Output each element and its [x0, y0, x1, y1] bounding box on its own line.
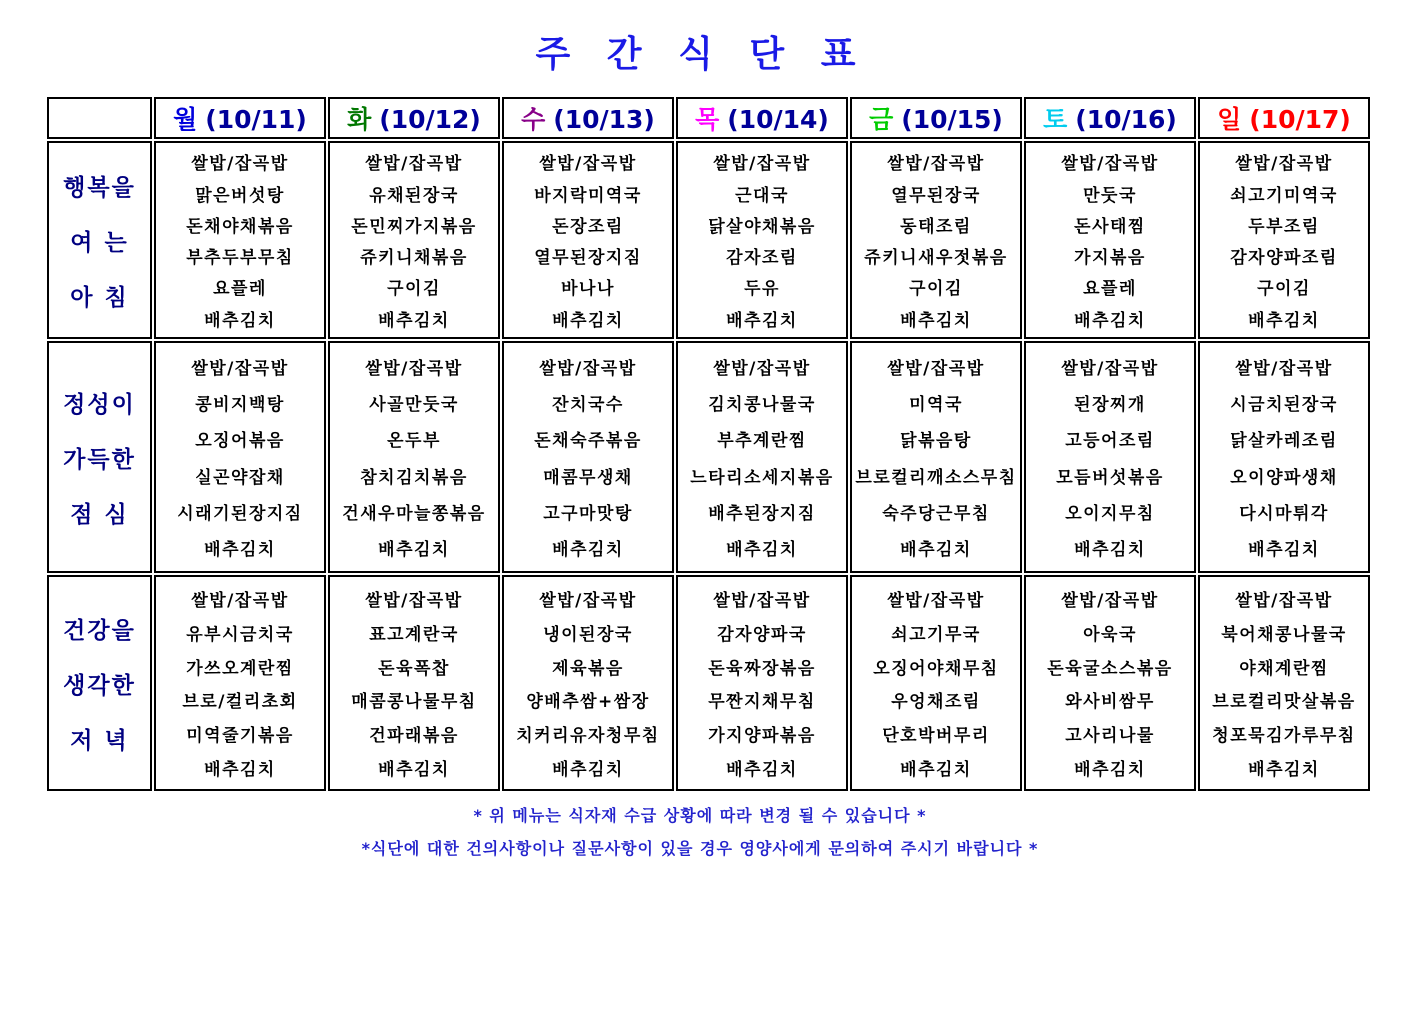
menu-item: 청포묵김가루무침 [1212, 726, 1356, 747]
menu-cell-dinner-sun [1198, 575, 1370, 791]
menu-cell-lunch-tue [328, 341, 500, 573]
menu-item: 배추김치 [1248, 310, 1320, 331]
menu-item: 요플레 [213, 279, 267, 300]
menu-cell-dinner-wed [502, 575, 674, 791]
menu-item: 실곤약잡채 [195, 467, 285, 488]
menu-item: 건파래볶음 [369, 726, 459, 747]
menu-item: 된장찌개 [1074, 395, 1146, 416]
menu-cell-dinner-sat [1024, 575, 1196, 791]
menu-cell-lunch-mon [154, 341, 326, 573]
menu-item: 쌀밥/잡곡밥 [1235, 359, 1333, 380]
day-date: (10/15) [901, 105, 1003, 134]
meal-label-line: 건강을 [63, 617, 136, 644]
day-date: (10/12) [379, 105, 481, 134]
menu-item: 쌀밥/잡곡밥 [1061, 590, 1159, 611]
menu-item: 단호박버무리 [882, 726, 990, 747]
day-header-thu [676, 97, 848, 139]
menu-cell-breakfast-sat [1024, 141, 1196, 339]
day-header-tue [328, 97, 500, 139]
day-header-sun [1198, 97, 1370, 139]
menu-item: 근대국 [735, 185, 789, 206]
menu-item: 쌀밥/잡곡밥 [365, 154, 463, 175]
menu-item: 와사비쌈무 [1065, 692, 1155, 713]
menu-item: 쌀밥/잡곡밥 [887, 590, 985, 611]
footer-note-1: * 위 메뉴는 식자재 수급 상황에 따라 변경 될 수 있습니다 * [473, 806, 927, 825]
menu-item: 쌀밥/잡곡밥 [539, 359, 637, 380]
menu-item: 냉이된장국 [543, 624, 633, 645]
menu-item: 쌀밥/잡곡밥 [1235, 154, 1333, 175]
menu-item: 닭볶음탕 [900, 431, 972, 452]
menu-item: 감자양파조림 [1230, 248, 1338, 269]
menu-item: 돈육폭찹 [378, 658, 450, 679]
menu-item: 참치김치볶음 [360, 467, 468, 488]
menu-item: 두유 [744, 279, 780, 300]
menu-item: 고등어조림 [1065, 431, 1155, 452]
menu-item: 쌀밥/잡곡밥 [1061, 154, 1159, 175]
dinner-row [47, 575, 1370, 791]
menu-item: 오징어볶음 [195, 431, 285, 452]
menu-item: 구이김 [1257, 279, 1311, 300]
menu-item: 배추김치 [552, 760, 624, 781]
menu-item: 배추김치 [1074, 539, 1146, 560]
menu-cell-dinner-tue [328, 575, 500, 791]
day-name: 화 [347, 105, 372, 134]
menu-cell-lunch-sat [1024, 341, 1196, 573]
menu-item: 다시마튀각 [1239, 503, 1329, 524]
menu-item: 배추김치 [1248, 760, 1320, 781]
menu-item: 쇠고기미역국 [1230, 185, 1338, 206]
menu-item: 배추김치 [726, 760, 798, 781]
menu-item: 돈채야채볶음 [186, 216, 294, 237]
menu-item: 브로컬리깨소스무침 [855, 467, 1017, 488]
day-header-sat [1024, 97, 1196, 139]
menu-item: 배추김치 [900, 310, 972, 331]
meal-label-breakfast [47, 141, 152, 339]
day-name: 금 [869, 105, 894, 134]
menu-item: 가쓰오계란찜 [186, 658, 294, 679]
menu-item: 배추김치 [552, 539, 624, 560]
day-header-wed [502, 97, 674, 139]
menu-item: 바나나 [561, 279, 615, 300]
menu-item: 만둣국 [1083, 185, 1137, 206]
meal-label-lunch [47, 341, 152, 573]
meal-label-line: 정성이 [63, 391, 136, 418]
menu-item: 구이김 [909, 279, 963, 300]
menu-cell-breakfast-fri [850, 141, 1022, 339]
page-title: 주 간 식 단 표 [535, 34, 868, 75]
menu-item: 부추계란찜 [717, 431, 807, 452]
menu-item: 브로컬리맛살볶음 [1212, 692, 1356, 713]
menu-cell-dinner-fri [850, 575, 1022, 791]
menu-item: 감자조림 [726, 248, 798, 269]
menu-item: 가지양파볶음 [708, 726, 816, 747]
menu-item: 돈장조림 [552, 216, 624, 237]
day-date: (10/16) [1075, 105, 1177, 134]
day-header-fri [850, 97, 1022, 139]
menu-item: 북어채콩나물국 [1221, 624, 1347, 645]
meal-label-line: 점 심 [70, 501, 129, 528]
meal-label-dinner [47, 575, 152, 791]
menu-item: 잔치국수 [552, 395, 624, 416]
menu-item: 표고계란국 [369, 624, 459, 645]
menu-item: 배추김치 [726, 539, 798, 560]
menu-item: 오이지무침 [1065, 503, 1155, 524]
menu-item: 닭살카레조림 [1230, 431, 1338, 452]
day-date: (10/11) [205, 105, 307, 134]
menu-item: 숙주당근무침 [882, 503, 990, 524]
menu-item: 돈사태찜 [1074, 216, 1146, 237]
menu-item: 고구마맛탕 [543, 503, 633, 524]
menu-item: 두부조림 [1248, 216, 1320, 237]
menu-item: 돈채숙주볶음 [534, 431, 642, 452]
weekly-menu-table [45, 95, 1372, 793]
day-date: (10/17) [1249, 105, 1351, 134]
day-header-mon [154, 97, 326, 139]
menu-item: 제육볶음 [552, 658, 624, 679]
menu-item: 온두부 [387, 431, 441, 452]
menu-item: 동태조림 [900, 216, 972, 237]
day-name: 수 [521, 105, 546, 134]
menu-item: 배추김치 [378, 539, 450, 560]
menu-item: 쌀밥/잡곡밥 [713, 154, 811, 175]
menu-item: 매콤무생채 [543, 467, 633, 488]
menu-item: 느타리소세지볶음 [690, 467, 834, 488]
menu-item: 배추김치 [1248, 539, 1320, 560]
menu-item: 돈민찌가지볶음 [351, 216, 477, 237]
menu-item: 배추김치 [204, 539, 276, 560]
menu-cell-breakfast-tue [328, 141, 500, 339]
menu-item: 배추김치 [378, 760, 450, 781]
day-name: 일 [1217, 105, 1242, 134]
menu-item: 야채계란찜 [1239, 658, 1329, 679]
menu-item: 브로/컬리초회 [182, 692, 298, 713]
menu-item: 콩비지백탕 [195, 395, 285, 416]
meal-label-line: 아 침 [70, 284, 129, 311]
menu-item: 쌀밥/잡곡밥 [887, 359, 985, 380]
menu-cell-dinner-mon [154, 575, 326, 791]
menu-item: 가지볶음 [1074, 248, 1146, 269]
menu-item: 쌀밥/잡곡밥 [365, 359, 463, 380]
menu-item: 감자양파국 [717, 624, 807, 645]
menu-item: 배추된장지짐 [708, 503, 816, 524]
menu-item: 치커리유자청무침 [516, 726, 660, 747]
menu-item: 시래기된장지짐 [177, 503, 303, 524]
menu-item: 쌀밥/잡곡밥 [365, 590, 463, 611]
menu-item: 부추두부무침 [186, 248, 294, 269]
menu-item: 유부시금치국 [186, 624, 294, 645]
menu-item: 우엉채조림 [891, 692, 981, 713]
menu-cell-breakfast-thu [676, 141, 848, 339]
meal-label-line: 생각한 [63, 672, 136, 699]
menu-cell-breakfast-mon [154, 141, 326, 339]
menu-item: 사골만둣국 [369, 395, 459, 416]
meal-label-line: 여 는 [70, 229, 129, 256]
menu-item: 쇠고기무국 [891, 624, 981, 645]
menu-item: 김치콩나물국 [708, 395, 816, 416]
menu-item: 요플레 [1083, 279, 1137, 300]
day-name: 토 [1043, 105, 1068, 134]
menu-item: 배추김치 [378, 310, 450, 331]
menu-item: 돈육짜장볶음 [708, 658, 816, 679]
footer-note-2: *식단에 대한 건의사항이나 질문사항이 있을 경우 영양사에게 문의하여 주시기 바랍니다 * [361, 839, 1039, 858]
menu-item: 매콤콩나물무침 [351, 692, 477, 713]
menu-item: 유채된장국 [369, 185, 459, 206]
menu-item: 미역국 [909, 395, 963, 416]
day-date: (10/14) [727, 105, 829, 134]
menu-item: 배추김치 [900, 539, 972, 560]
menu-item: 모듬버섯볶음 [1056, 467, 1164, 488]
meal-label-line: 저 녁 [70, 727, 129, 754]
menu-cell-lunch-wed [502, 341, 674, 573]
menu-item: 쥬키니채볶음 [360, 248, 468, 269]
menu-item: 배추김치 [726, 310, 798, 331]
menu-item: 맑은버섯탕 [195, 185, 285, 206]
menu-item: 쌀밥/잡곡밥 [1061, 359, 1159, 380]
day-name: 월 [173, 105, 198, 134]
menu-item: 무짠지채무침 [708, 692, 816, 713]
menu-cell-lunch-thu [676, 341, 848, 573]
header-row [47, 97, 1370, 139]
menu-item: 닭살야채볶음 [708, 216, 816, 237]
menu-item: 쌀밥/잡곡밥 [191, 590, 289, 611]
menu-item: 쌀밥/잡곡밥 [887, 154, 985, 175]
footer-notes [45, 803, 1355, 859]
menu-item: 미역줄기볶음 [186, 726, 294, 747]
day-name: 목 [695, 105, 720, 134]
menu-item: 배추김치 [1074, 760, 1146, 781]
menu-item: 열무된장지짐 [534, 248, 642, 269]
menu-item: 배추김치 [552, 310, 624, 331]
lunch-row [47, 341, 1370, 573]
menu-item: 쌀밥/잡곡밥 [713, 590, 811, 611]
menu-item: 배추김치 [900, 760, 972, 781]
menu-item: 쥬키니새우젓볶음 [864, 248, 1008, 269]
menu-cell-lunch-fri [850, 341, 1022, 573]
menu-item: 건새우마늘쫑볶음 [342, 503, 486, 524]
menu-item: 배추김치 [204, 310, 276, 331]
menu-item: 양배추쌈+쌈장 [526, 692, 650, 713]
menu-item: 쌀밥/잡곡밥 [539, 154, 637, 175]
corner-cell [47, 97, 152, 139]
menu-item: 오이양파생채 [1230, 467, 1338, 488]
menu-item: 배추김치 [1074, 310, 1146, 331]
menu-item: 쌀밥/잡곡밥 [713, 359, 811, 380]
menu-item: 돈육굴소스볶음 [1047, 658, 1173, 679]
meal-label-line: 가득한 [63, 446, 136, 473]
menu-item: 구이김 [387, 279, 441, 300]
menu-item: 쌀밥/잡곡밥 [1235, 590, 1333, 611]
menu-item: 배추김치 [204, 760, 276, 781]
menu-item: 고사리나물 [1065, 726, 1155, 747]
menu-cell-lunch-sun [1198, 341, 1370, 573]
menu-item: 쌀밥/잡곡밥 [539, 590, 637, 611]
menu-item: 시금치된장국 [1230, 395, 1338, 416]
breakfast-row [47, 141, 1370, 339]
menu-item: 열무된장국 [891, 185, 981, 206]
menu-item: 쌀밥/잡곡밥 [191, 154, 289, 175]
day-date: (10/13) [553, 105, 655, 134]
menu-item: 아욱국 [1083, 624, 1137, 645]
meal-label-line: 행복을 [63, 174, 136, 201]
menu-cell-breakfast-wed [502, 141, 674, 339]
menu-item: 오징어야채무침 [873, 658, 999, 679]
menu-cell-dinner-thu [676, 575, 848, 791]
menu-item: 바지락미역국 [534, 185, 642, 206]
menu-item: 쌀밥/잡곡밥 [191, 359, 289, 380]
menu-cell-breakfast-sun [1198, 141, 1370, 339]
